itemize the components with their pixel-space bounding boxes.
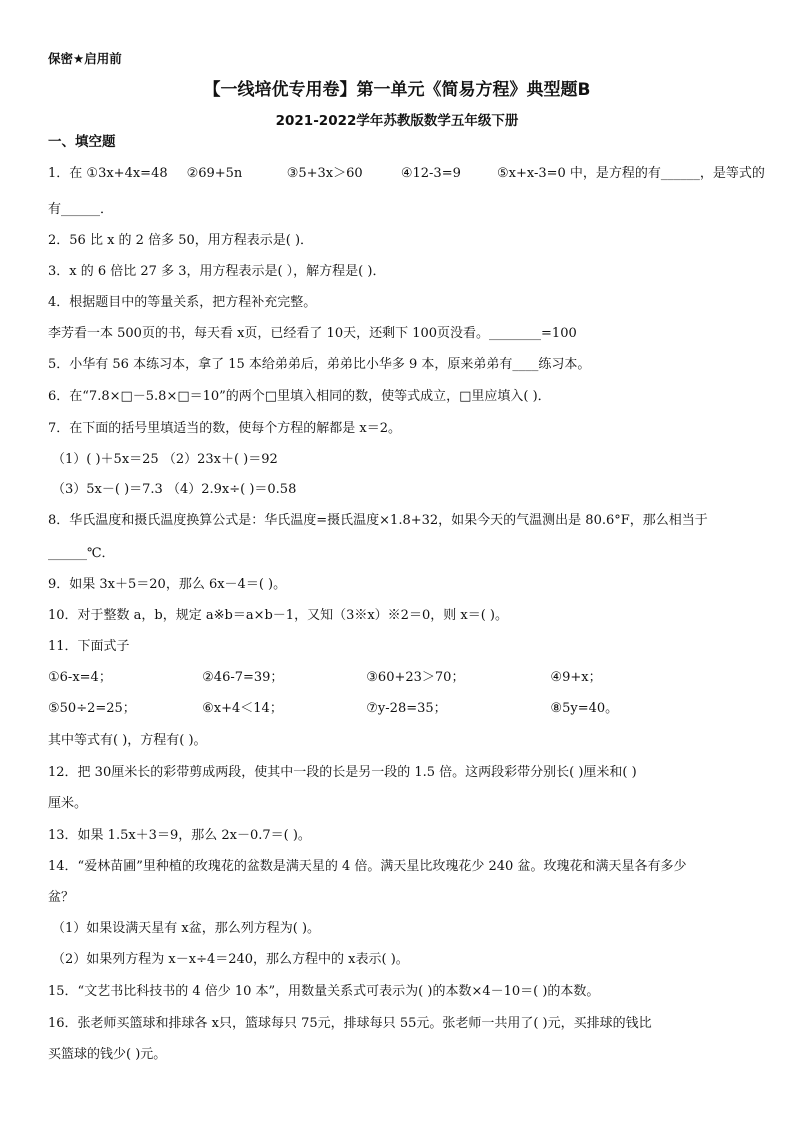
question-8: 8．华氏温度和摄氏温度换算公式是：华氏温度=摄氏温度×1.8+32，如果今天的气温测出是 80.6°F，那么相当于 [48, 513, 708, 528]
q11-expr-8: ⑧5y=40。 [550, 701, 619, 716]
question-2: 2．56 比 x 的 2 倍多 50，用方程表示是( )． [48, 233, 314, 248]
question-8-cont: ______℃． [48, 546, 115, 561]
question-11-answer: 其中等式有( )，方程有( )。 [48, 733, 207, 748]
question-16: 16．张老师买篮球和排球各 x只，篮球每只 75元，排球每只 55元。张老师一共用了( )元，买排球的钱比 [48, 1016, 652, 1031]
q11-expr-6: ⑥x+4＜14； [202, 701, 283, 716]
question-14-part-2: （2）如果列方程为 x－x÷4＝240，那么方程中的 x表示( )。 [52, 952, 409, 967]
q1-option-4: ④12-3=9 [400, 166, 461, 181]
question-7-part-b: （3）5x－( )＝7.3 （4）2.9x÷( )＝0.58 [52, 482, 297, 497]
confidential-label: 保密★启用前 [48, 51, 122, 66]
q11-expr-1: ①6-x=4； [48, 670, 112, 685]
q1-option-3: ③5+3x＞60 [286, 166, 363, 181]
q1-option-2: ②69+5n [186, 166, 243, 181]
question-9: 9．如果 3x＋5＝20，那么 6x－4＝( )。 [48, 577, 287, 592]
q11-expr-7: ⑦y-28=35； [366, 701, 447, 716]
q11-expr-4: ④9+x； [550, 670, 602, 685]
question-12: 12．把 30厘米长的彩带剪成两段，使其中一段的长是另一段的 1.5 倍。这两段彩带分别长( )厘米和( ) [48, 765, 637, 780]
question-12-cont: 厘米。 [48, 796, 88, 811]
section-heading: 一、填空题 [48, 134, 116, 150]
question-6: 6．在“7.8×□－5.8×□＝10”的两个□里填入相同的数，使等式成立，□里应填入( )． [48, 389, 551, 404]
question-5: 5．小华有 56 本练习本，拿了 15 本给弟弟后，弟弟比小华多 9 本，原来弟弟有____练习本。 [48, 357, 591, 372]
question-1 [48, 165, 768, 183]
question-11: 11．下面式子 [48, 639, 130, 654]
q11-expr-2: ②46-7=39； [202, 670, 284, 685]
question-7: 7．在下面的括号里填适当的数，使每个方程的解都是 x＝2。 [48, 421, 402, 436]
question-4: 4．根据题目中的等量关系，把方程补充完整。 [48, 295, 317, 310]
q11-expr-5: ⑤50÷2=25； [48, 701, 136, 716]
q11-expr-3: ③60+23＞70； [366, 670, 465, 685]
question-13: 13．如果 1.5x＋3＝9，那么 2x－0.7＝( )。 [48, 828, 311, 843]
page-title: 【一线培优专用卷】第一单元《简易方程》典型题B [203, 80, 591, 100]
question-10: 10．对于整数 a，b，规定 a※b＝a×b－1，又知（3※x）※2＝0，则 x＝( )。 [48, 608, 508, 623]
question-14-cont: 盆？ [48, 890, 75, 905]
question-14: 14．“爱林苗圃”里种植的玫瑰花的盆数是满天星的 4 倍。满天星比玫瑰花少 240 盆。玫瑰花和满天星各有多少 [48, 859, 687, 874]
question-15: 15．“文艺书比科技书的 4 倍少 10 本”，用数量关系式可表示为( )的本数×4－10＝( )的本数。 [48, 984, 600, 999]
question-11-row-2 [48, 700, 768, 718]
q1-option-5: ⑤x+x-3=0 中，是方程的有______，是等式的 [496, 166, 765, 181]
question-3: 3．x 的 6 倍比 27 多 3，用方程表示是( ），解方程是( )． [48, 264, 386, 279]
question-14-part-1: （1）如果设满天星有 x盆，那么列方程为( )。 [52, 921, 321, 936]
page-subtitle: 2021-2022学年苏教版数学五年级下册 [275, 113, 519, 129]
question-16-cont: 买篮球的钱少( )元。 [48, 1047, 167, 1062]
q1-option-1: ①3x+4x=48 [86, 166, 168, 181]
q1-prefix: 1．在 [48, 166, 83, 181]
question-4-detail: 李芳看一本 500页的书，每天看 x页，已经看了 10天，还剩下 100页没看。________=100 [48, 326, 577, 341]
question-7-part-a: （1）( )＋5x＝25 （2）23x＋( )＝92 [52, 452, 278, 467]
question-1-cont: 有______． [48, 202, 114, 217]
question-11-row-1 [48, 669, 768, 687]
